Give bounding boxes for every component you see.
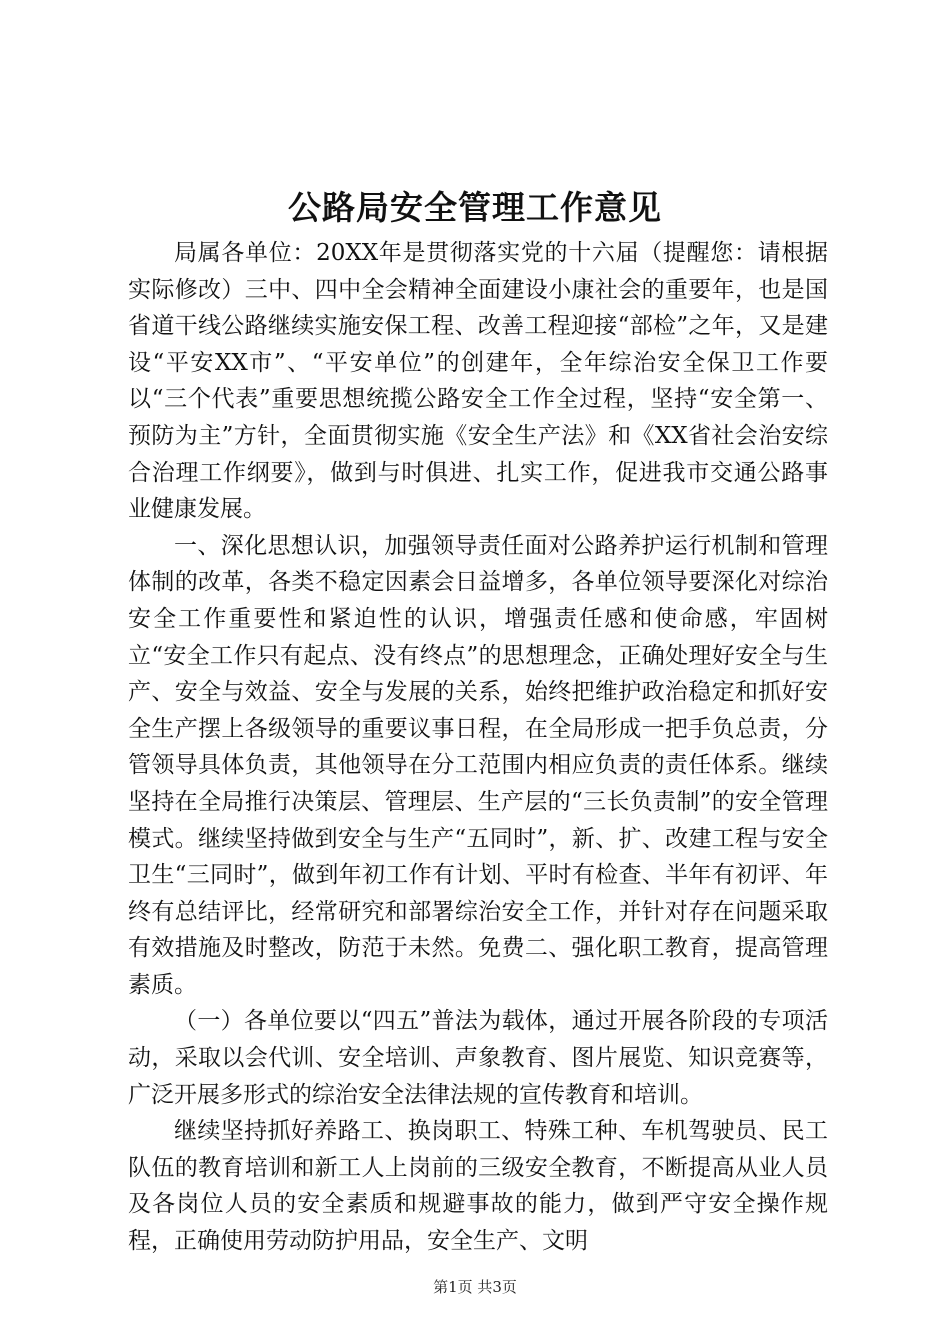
paragraph-section-2-2: 继续坚持抓好养路工、换岗职工、特殊工种、车机驾驶员、民工队伍的教育培训和新工人上岗前的三级安全教育，不断提高从业人员及各岗位人员的安全素质和规避事故的能力，做到严守安全操作规程，正确使用劳动防护用品，安全生产、文明 xyxy=(128,1118,828,1255)
paragraph-intro: 局属各单位：20XX年是贯彻落实党的十六届（提醒您：请根据实际修改）三中、四中全会精神全面建设小康社会的重要年，也是国省道干线公路继续实施安保工程、改善工程迎接“部检”之年，又是建设“平安XX市”、“平安单位”的创建年，全年综治安全保卫工作要以“三个代表”重要思想统揽公路安全工作全过程，坚持“安全第一、预防为主”方针，全面贯彻实施《安全生产法》和《XX省社会治安综合治理工作纲要》，做到与时俱进、扎实工作，促进我市交通公路事业健康发展。 xyxy=(128,240,828,523)
page-footer: 第1页 共3页 xyxy=(433,1278,517,1296)
paragraph-section-1: 一、深化思想认识，加强领导责任面对公路养护运行机制和管理体制的改革，各类不稳定因素会日益增多，各单位领导要深化对综治安全工作重要性和紧迫性的认识，增强责任感和使命感，牢固树立“安全工作只有起点、没有终点”的思想理念，正确处理好安全与生产、安全与效益、安全与发展的关系，始终把维护政治稳定和抓好安全生产摆上各级领导的重要议事日程，在全局形成一把手负总责，分管领导具体负责，其他领导在分工范围内相应负责的责任体系。继续坚持在全局推行决策层、管理层、生产层的“三长负责制”的安全管理模式。继续坚持做到安全与生产“五同时”，新、扩、改建工程与安全卫生“三同时”，做到年初工作有计划、平时有检查、半年有初评、年终有总结评比，经常研究和部署综治安全工作，并针对存在问题采取有效措施及时整改，防范于未然。免费二、强化职工教育，提高管理素质。 xyxy=(128,532,828,998)
document-body xyxy=(128,235,828,1260)
paragraph-section-2-1: （一）各单位要以“四五”普法为载体，通过开展各阶段的专项活动，采取以会代训、安全培训、声象教育、图片展览、知识竞赛等，广泛开展多形式的综治安全法律法规的宣传教育和培训。 xyxy=(128,1008,828,1108)
document-title: 公路局安全管理工作意见 xyxy=(288,188,662,227)
